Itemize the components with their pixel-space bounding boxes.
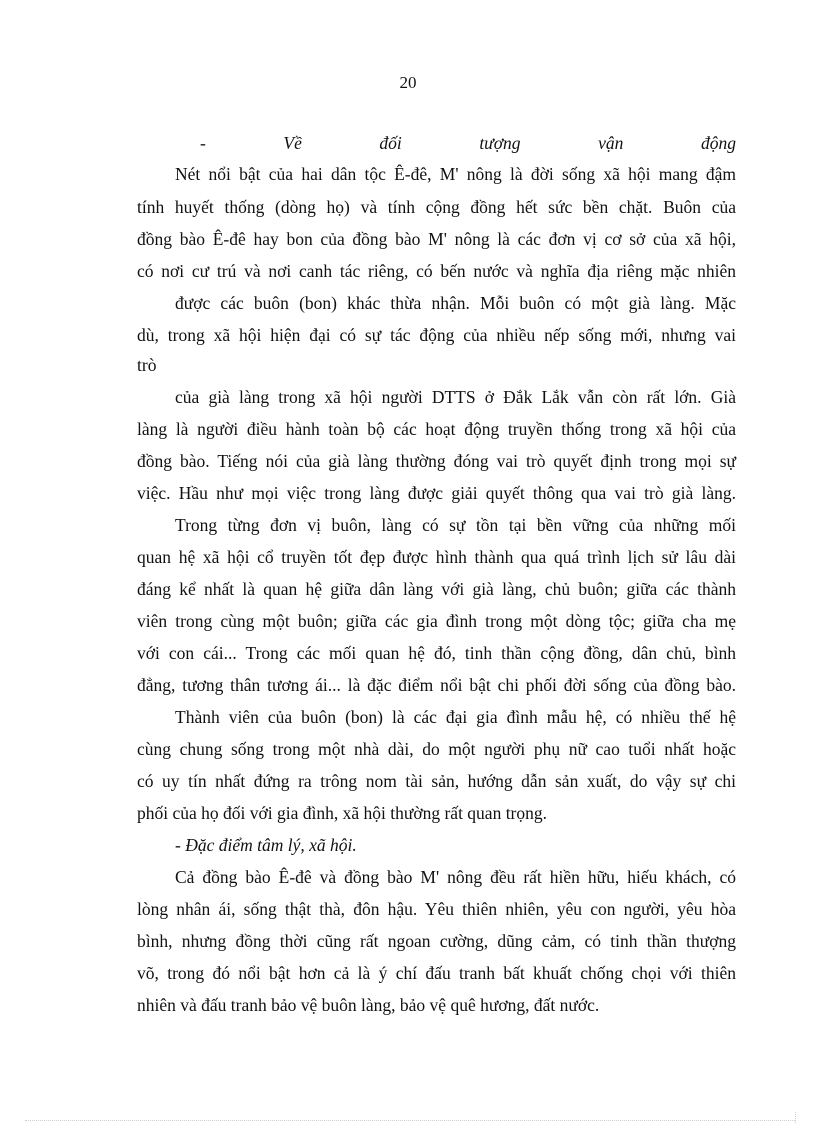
text-line: với con cái... Trong các mối quan hệ đó, tinh thần cộng đồng, dân chủ, bình xyxy=(137,643,736,663)
heading-word: động xyxy=(700,133,736,153)
heading-word: Về xyxy=(283,133,302,153)
text-line: dù, trong xã hội hiện đại có sự tác động của nhiều nếp sống mới, nhưng vai xyxy=(137,325,736,345)
text-line: đồng bào. Tiếng nói của già làng thường đóng vai trò quyết định trong mọi sự xyxy=(137,451,736,471)
text-line: có uy tín nhất đứng ra trông nom tài sản, hướng dẫn sản xuất, do vậy sự chi xyxy=(137,771,736,791)
text-line: lòng nhân ái, sống thật thà, đôn hậu. Yêu thiên nhiên, yêu con người, yêu hòa xyxy=(137,899,736,919)
text-line: cùng chung sống trong một nhà dài, do một người phụ nữ cao tuổi nhất hoặc xyxy=(137,739,736,759)
text-line: võ, trong đó nổi bật hơn cả là ý chí đấu tranh bất khuất chống chọi với thiên xyxy=(137,963,736,983)
page-number: 20 xyxy=(399,73,417,92)
heading-word: tượng xyxy=(479,133,521,153)
text-line: trò xyxy=(137,355,157,375)
text-line: làng là người điều hành toàn bộ các hoạt động truyền thống trong xã hội của xyxy=(137,419,736,439)
text-line: được các buôn (bon) khác thừa nhận. Mỗi buôn có một già làng. Mặc xyxy=(175,293,736,313)
text-line: nhiên và đấu tranh bảo vệ buôn làng, bảo vệ quê hương, đất nước. xyxy=(137,995,600,1015)
text-line: viên trong cùng một buôn; giữa các gia đình trong một dòng tộc; giữa cha mẹ xyxy=(137,611,736,631)
text-line: đẳng, tương thân tương ái... là đặc điểm nổi bật chi phối đời sống của đồng bào. xyxy=(137,675,736,695)
text-line: tính huyết thống (dòng họ) và tính cộng đồng hết sức bền chặt. Buôn của xyxy=(137,197,736,217)
text-line: đồng bào Ê-đê hay bon của đồng bào M' nông là các đơn vị cơ sở của xã hội, xyxy=(137,229,736,249)
heading-word: vận xyxy=(598,133,624,153)
heading-word: đối xyxy=(379,133,402,153)
text-line: Nét nổi bật của hai dân tộc Ê-đê, M' nông là đời sống xã hội mang đậm xyxy=(175,164,736,184)
page-corner-mark xyxy=(795,1112,796,1123)
text-line: phối của họ đối với gia đình, xã hội thường rất quan trọng. xyxy=(137,803,548,823)
text-line: của già làng trong xã hội người DTTS ở Đắk Lắk vẫn còn rất lớn. Già xyxy=(175,387,736,407)
text-line: bình, nhưng đồng thời cũng rất ngoan cường, dũng cảm, có tinh thần thượng xyxy=(137,931,736,951)
page-bottom-divider xyxy=(25,1120,795,1121)
text-line: đáng kể nhất là quan hệ giữa dân làng với già làng, chủ buôn; giữa các thành xyxy=(137,579,736,599)
text-line: quan hệ xã hội cổ truyền tốt đẹp được hình thành qua quá trình lịch sử lâu dài xyxy=(137,547,736,567)
section-heading-doi-tuong xyxy=(200,127,736,159)
text-line: việc. Hầu như mọi việc trong làng được giải quyết thông qua vai trò già làng. xyxy=(137,483,736,503)
heading-dash: - xyxy=(200,133,206,153)
section-heading-dac-diem: - Đặc điểm tâm lý, xã hội. xyxy=(175,835,357,855)
text-line: Thành viên của buôn (bon) là các đại gia đình mẫu hệ, có nhiều thế hệ xyxy=(175,707,736,727)
text-line: Cả đồng bào Ê-đê và đồng bào M' nông đều rất hiền hữu, hiếu khách, có xyxy=(175,867,736,887)
text-line: Trong từng đơn vị buôn, làng có sự tồn tại bền vững của những mối xyxy=(175,515,736,535)
text-line: có nơi cư trú và nơi canh tác riêng, có bến nước và nghĩa địa riêng mặc nhiên xyxy=(137,261,736,281)
